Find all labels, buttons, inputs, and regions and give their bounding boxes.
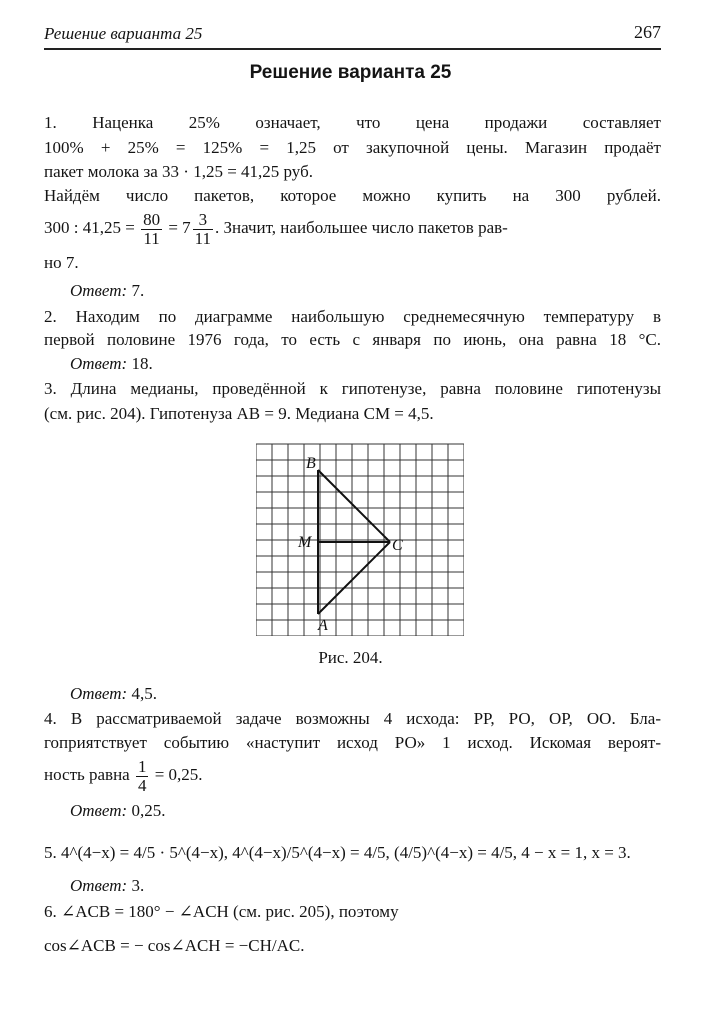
segment-AC xyxy=(318,542,390,614)
fraction-3-11 xyxy=(193,211,213,248)
p1-expr-end: . Значит, наибольшее число пакетов рав- xyxy=(215,218,508,237)
fraction-1-4 xyxy=(136,758,149,795)
running-header xyxy=(44,18,661,50)
p4-line-2: гоприятствует событию «наступит исход РО» 1 исход. Искомая вероят- xyxy=(44,733,661,752)
p3-line-1: 3. Длина медианы, проведённой к гипотенузе, равна половине гипотенузы xyxy=(44,379,661,398)
frac-num: 1 xyxy=(137,756,147,776)
label-C: C xyxy=(392,537,403,554)
p2-answer xyxy=(70,353,370,375)
p1-expr-eq: = 7 xyxy=(168,218,191,237)
running-title: Решение варианта 25 xyxy=(44,24,203,43)
answer-value: 3. xyxy=(131,876,145,895)
frac-den: 4 xyxy=(137,775,147,795)
answer-value: 4,5. xyxy=(131,684,157,703)
label-B: B xyxy=(306,455,316,472)
p4-line-3 xyxy=(44,755,661,795)
p1-line-5 xyxy=(44,208,661,248)
p2-line-1: 2. Находим по диаграмме наибольшую среднемесячную температуру в xyxy=(44,307,661,326)
p1-answer xyxy=(70,280,370,302)
segment-BC xyxy=(318,470,390,542)
p4-text-start: ность равна xyxy=(44,765,130,784)
frac-num: 3 xyxy=(193,211,213,230)
p6-line-1: 6. ∠ACB = 180° − ∠ACH (см. рис. 205), поэтому xyxy=(44,902,399,921)
p6-line-2: cos∠ACB = − cos∠ACH = −CH/AC. xyxy=(44,936,305,955)
p2-line-2: первой половине 1976 года, то есть с января по июнь, она равна 18 °C. xyxy=(44,330,661,349)
p1-expr-start: 300 : 41,25 = xyxy=(44,218,135,237)
label-A: A xyxy=(318,617,328,634)
answer-label: Ответ: xyxy=(70,801,128,820)
p4-answer xyxy=(70,800,370,822)
frac-den: 11 xyxy=(143,228,160,248)
answer-label: Ответ: xyxy=(70,281,128,300)
answer-label: Ответ: xyxy=(70,876,128,895)
answer-value: 18. xyxy=(131,354,153,373)
p4-line-1: 4. В рассматриваемой задаче возможны 4 исхода: РР, РО, ОР, ОО. Бла- xyxy=(44,709,661,728)
answer-label: Ответ: xyxy=(70,684,128,703)
grid xyxy=(256,444,464,636)
figure-caption: Рис. 204. xyxy=(318,648,383,667)
section-title: Решение варианта 25 xyxy=(249,62,452,83)
fraction-80-11 xyxy=(141,211,162,248)
frac-num: 80 xyxy=(143,209,161,229)
p5-answer xyxy=(70,875,370,897)
p5-line: 5. 4^(4−x) = 4/5 · 5^(4−x), 4^(4−x)/5^(4−x) = 4/5, (4/5)^(4−x) = 4/5, 4 − x = 1, x = 3. xyxy=(44,843,631,862)
frac-den: 11 xyxy=(194,228,212,248)
p3-answer xyxy=(70,683,370,705)
p3-line-2: (см. рис. 204). Гипотенуза AB = 9. Медиана CM = 4,5. xyxy=(44,404,434,423)
answer-value: 7. xyxy=(131,281,145,300)
answer-value: 0,25. xyxy=(131,801,166,820)
p1-line-1: 1. Наценка 25% означает, что цена продажи составляет xyxy=(44,113,661,132)
page-number: 267 xyxy=(634,22,661,42)
answer-label: Ответ: xyxy=(70,354,128,373)
label-M: M xyxy=(298,534,312,551)
p1-line-6: но 7. xyxy=(44,253,79,272)
p1-line-3: пакет молока за 33 · 1,25 = 41,25 руб. xyxy=(44,162,313,181)
p4-text-end: = 0,25. xyxy=(154,765,203,784)
figure-204 xyxy=(256,440,464,636)
p1-line-2: 100% + 25% = 125% = 1,25 от закупочной цены. Магазин продаёт xyxy=(44,138,661,157)
p1-line-4: Найдём число пакетов, которое можно купить на 300 рублей. xyxy=(44,186,661,205)
